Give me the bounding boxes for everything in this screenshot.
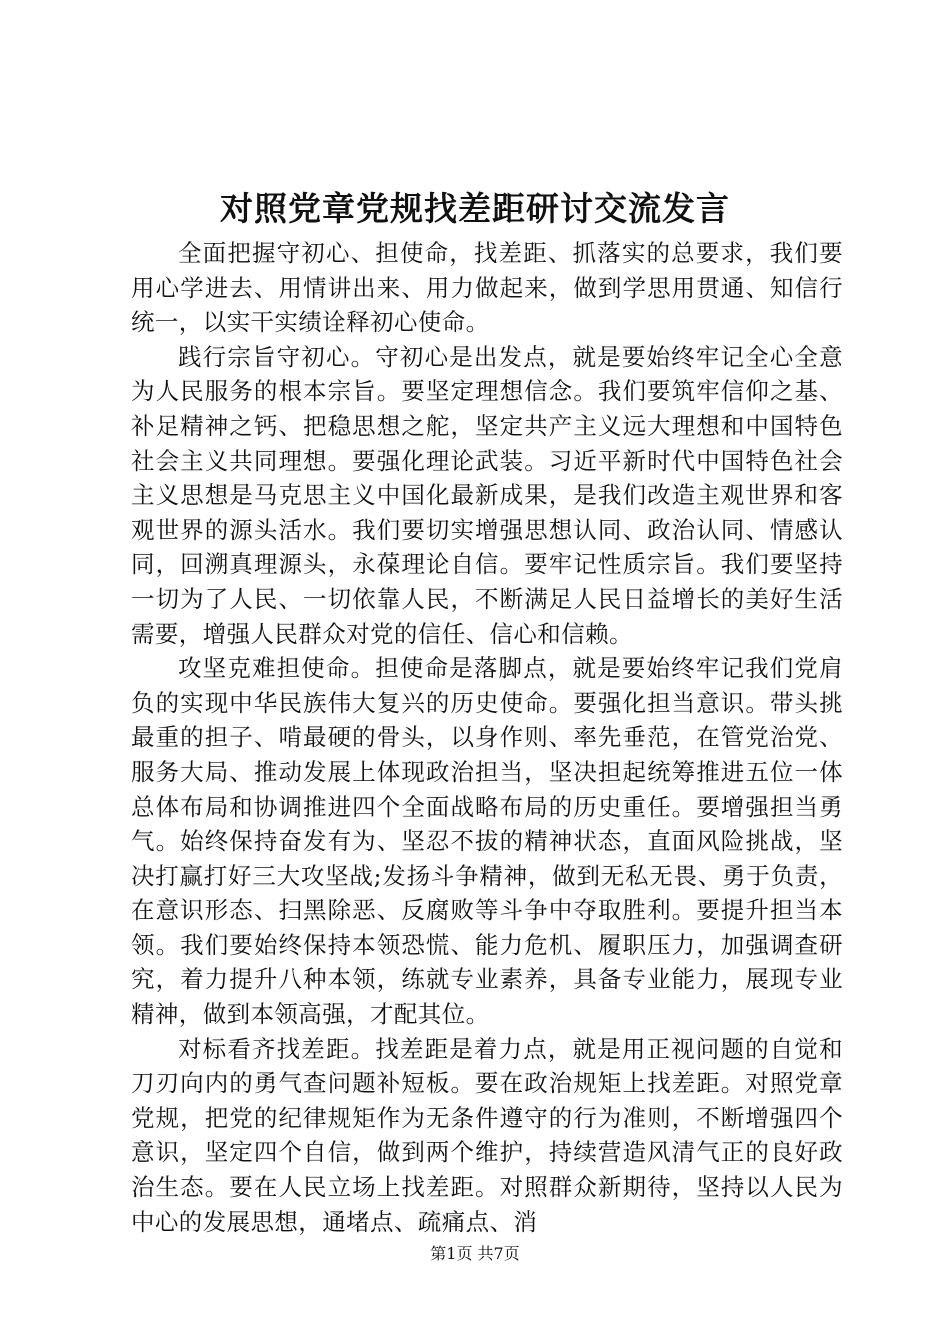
document-title: 对照党章党规找差距研讨交流发言 bbox=[220, 189, 730, 228]
paragraph-find-gaps: 对标看齐找差距。找差距是着力点，就是用正视问题的自觉和刀刃向内的勇气查问题补短板。要在政治规矩上找差距。对照党章党规，把党的纪律规矩作为无条件遵守的行为准则，不断增强四个意识，坚定四个自信，做到两个维护，持续营造风清气正的良好政治生态。要在人民立场上找差距。对照群众新期待，坚持以人民为中心的发展思想，通堵点、疏痛点、消 bbox=[131, 1034, 843, 1236]
paragraph-intro: 全面把握守初心、担使命，找差距、抓落实的总要求，我们要用心学进去、用情讲出来、用力做起来，做到学思用贯通、知信行统一，以实干实绩诠释初心使命。 bbox=[131, 239, 843, 337]
page-number-footer: 第1页 共7页 bbox=[430, 1244, 520, 1263]
document-body bbox=[131, 236, 843, 1239]
paragraph-keep-original-aspiration: 践行宗旨守初心。守初心是出发点，就是要始终牢记全心全意为人民服务的根本宗旨。要坚定理想信念。我们要筑牢信仰之基、补足精神之钙、把稳思想之舵，坚定共产主义远大理想和中国特色社会主义共同理想。要强化理论武装。习近平新时代中国特色社会主义思想是马克思主义中国化最新成果，是我们改造主观世界和客观世界的源头活水。我们要切实增强思想认同、政治认同、情感认同，回溯真理源头，永葆理论自信。要牢记性质宗旨。我们要坚持一切为了人民、一切依靠人民，不断满足人民日益增长的美好生活需要，增强人民群众对党的信任、信心和信赖。 bbox=[131, 342, 843, 648]
paragraph-shoulder-mission: 攻坚克难担使命。担使命是落脚点，就是要始终牢记我们党肩负的实现中华民族伟大复兴的历史使命。要强化担当意识。带头挑最重的担子、啃最硬的骨头，以身作则、率先垂范，在管党治党、服务大局、推动发展上体现政治担当，坚决担起统筹推进五位一体总体布局和协调推进四个全面战略布局的历史重任。要增强担当勇气。始终保持奋发有为、坚忍不拔的精神状态，直面风险挑战，坚决打赢打好三大攻坚战;发扬斗争精神，做到无私无畏、勇于负责，在意识形态、扫黑除恶、反腐败等斗争中夺取胜利。要提升担当本领。我们要始终保持本领恐慌、能力危机、履职压力，加强调查研究，着力提升八种本领，练就专业素养，具备专业能力，展现专业精神，做到本领高强，才配其位。 bbox=[131, 654, 843, 1029]
